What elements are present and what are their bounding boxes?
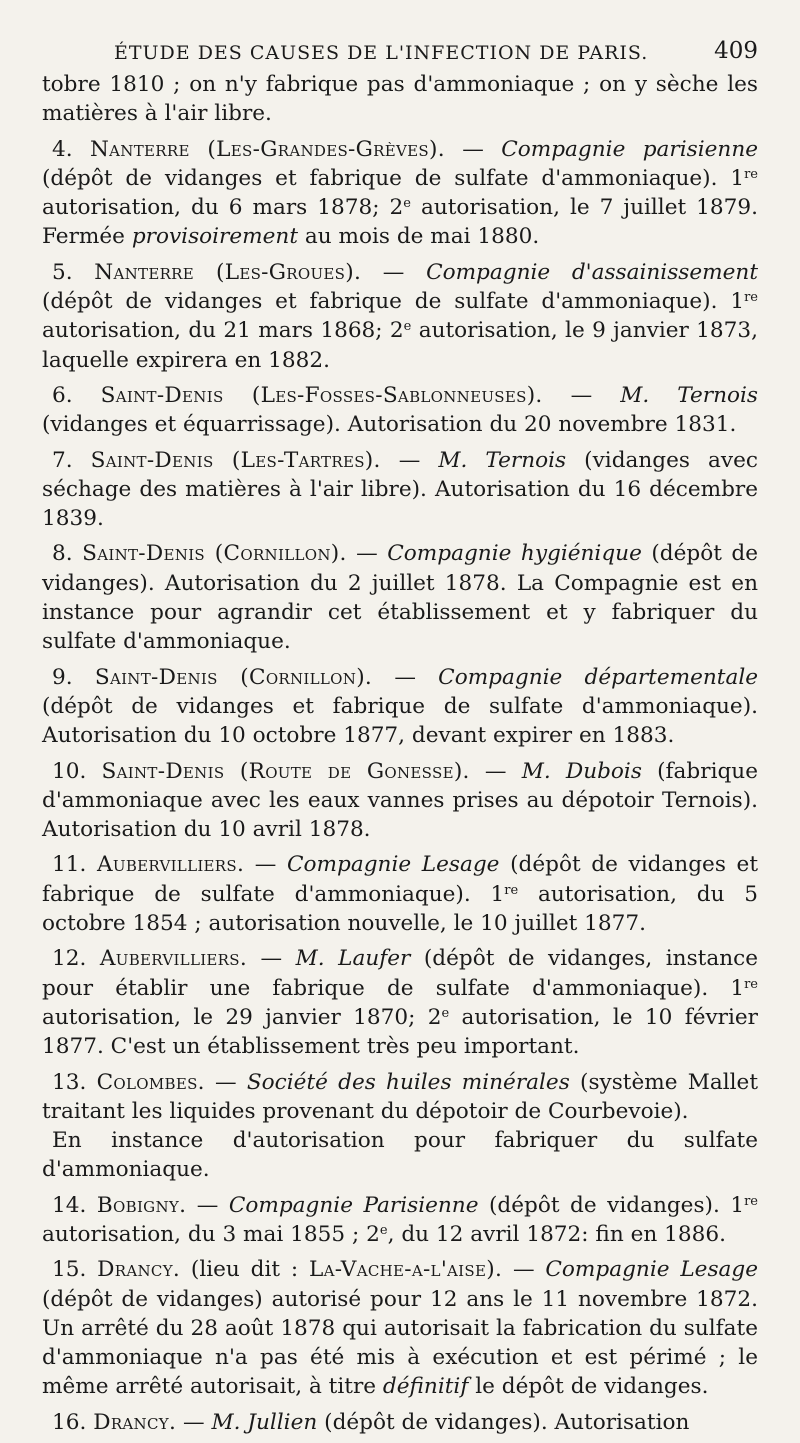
entry-13: 13. Colombes. — Société des huiles minérales (système Mallet traitant les liquides provenant du dépotoir de Courbevoie). [42, 1069, 758, 1124]
entry-12: 12. Aubervilliers. — M. Laufer (dépôt de vidanges, instance pour établir une fabrique de sulfate d'ammoniaque). 1re autorisation, le 29 janvier 1870; 2e autorisation, le 10 février 1877. C'est un établissement très peu important. [42, 946, 759, 1060]
entry-place: Nanterre (Les-Grandes-Grèves). [89, 136, 445, 162]
entry-company: Compagnie Parisienne [228, 1192, 479, 1218]
entry-company: M. Dubois [521, 758, 642, 784]
entry-place: Saint-Denis (Route de Gonesse). [101, 758, 470, 784]
entry-11: 11. Aubervilliers. — Compagnie Lesage (dépôt de vidanges et fabrique de sulfate d'ammoniaque). 1re autorisation, du 5 octobre 1854 ; autorisation nouvelle, le 10 juillet 1877. [42, 852, 759, 937]
entry-company: M. Jullien [211, 1409, 318, 1435]
body-text [42, 70, 758, 1437]
entry-13-note: En instance d'autorisation pour fabriquer du sulfate d'ammoniaque. [42, 1128, 758, 1183]
entry-place: Aubervilliers. [99, 946, 248, 972]
entry-company: Compagnie d'assainissement [426, 259, 759, 285]
entry-company: M. Ternois [620, 382, 759, 408]
entry-4: 4. Nanterre (Les-Grandes-Grèves). — Compagnie parisienne (dépôt de vidanges et fabrique de sulfate d'ammoniaque). 1re autorisation, du 6 mars 1878; 2e autorisation, le 7 juillet 1879. Fermée provisoirement au mois de mai 1880. [42, 136, 759, 250]
entry-company: M. Ternois [438, 447, 567, 473]
entry-place: Drancy. [97, 1257, 181, 1283]
entry-5: 5. Nanterre (Les-Groues). — Compagnie d'assainissement (dépôt de vidanges et fabrique de sulfate d'ammoniaque). 1re autorisation, du 21 mars 1868; 2e autorisation, le 9 janvier 1873, laquelle expirera en 1882. [42, 259, 759, 373]
entry-10: 10. Saint-Denis (Route de Gonesse). — M. Dubois (fabrique d'ammoniaque avec les eaux vannes prises au dépotoir Ternois). Autorisation du 10 avril 1878. [42, 758, 758, 843]
paragraph-continuation: tobre 1810 ; on n'y fabrique pas d'ammoniaque ; on y sèche les matières à l'air libre. [42, 72, 758, 127]
entry-14: 14. Bobigny. — Compagnie Parisienne (dépôt de vidanges). 1re autorisation, du 3 mai 1855 ; 2e, du 12 avril 1872: fin en 1886. [42, 1192, 758, 1247]
entry-company: Compagnie Lesage [287, 852, 500, 878]
entry-place: Saint-Denis (Les-Tartres). [90, 447, 381, 473]
page-header [42, 34, 758, 70]
entry-8: 8. Saint-Denis (Cornillon). — Compagnie hygiénique (dépôt de vidanges). Autorisation du 2 juillet 1878. La Compagnie est en instance pour agrandir cet établissement et y fabriquer du sulfate d'ammoniaque. [42, 541, 759, 655]
entry-place: Saint-Denis (Les-Fosses-Sablonneuses). [100, 382, 543, 408]
entry-company: Compagnie hygiénique [387, 541, 642, 567]
entry-place: Bobigny. [96, 1192, 187, 1218]
entry-company: Compagnie Lesage [545, 1257, 759, 1283]
page [42, 34, 758, 1443]
entry-9: 9. Saint-Denis (Cornillon). — Compagnie départementale (dépôt de vidanges et fabrique de sulfate d'ammoniaque). Autorisation du 10 octobre 1877, devant expirer en 1883. [42, 664, 759, 749]
entry-16: 16. Drancy. — M. Jullien (dépôt de vidanges). Autorisation [52, 1409, 690, 1435]
entry-place: Colombes. [96, 1069, 205, 1095]
entry-company: Compagnie départementale [438, 664, 759, 690]
page-number: 409 [714, 38, 758, 64]
running-title: ÉTUDE DES CAUSES DE L'INFECTION DE PARIS. [114, 42, 649, 64]
entry-company: Société des huiles minérales [246, 1069, 570, 1095]
entry-6: 6. Saint-Denis (Les-Fosses-Sablonneuses). — M. Ternois (vidanges et équarrissage). Autorisation du 20 novembre 1831. [42, 382, 759, 438]
entry-company: M. Laufer [295, 946, 411, 972]
entry-company: Compagnie parisienne [501, 136, 759, 162]
entry-place: Nanterre (Les-Groues). [94, 259, 362, 285]
entry-place: Saint-Denis (Cornillon). [94, 664, 373, 690]
entry-place: Aubervilliers. [96, 852, 245, 878]
entry-place: Saint-Denis (Cornillon). [82, 541, 347, 567]
entry-15: 15. Drancy. (lieu dit : La-Vache-a-l'aise). — Compagnie Lesage (dépôt de vidanges) autorisé pour 12 ans le 11 novembre 1872. Un arrêté du 28 août 1878 qui autorisait la fabrication du sulfate d'ammoniaque n'a pas été mis à exécution et est périmé ; le même arrêté autorisait, à titre définitif le dépôt de vidanges. [42, 1257, 759, 1400]
entry-place: Drancy. [93, 1409, 177, 1435]
entry-7: 7. Saint-Denis (Les-Tartres). — M. Ternois (vidanges avec séchage des matières à l'air libre). Autorisation du 16 décembre 1839. [42, 447, 758, 532]
